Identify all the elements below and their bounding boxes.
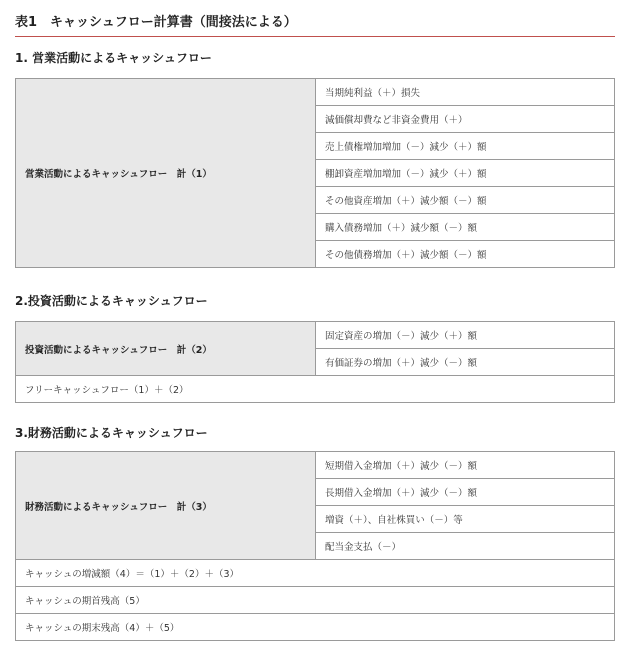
table-cell: 長期借入金増加（＋）減少（－）額 — [316, 479, 615, 506]
cash-opening-balance-row: キャッシュの期首残高（5） — [16, 587, 615, 614]
table-cell: 短期借入金増加（＋）減少（－）額 — [316, 452, 615, 479]
table-cell: 購入債務増加（＋）減少額（－）額 — [316, 214, 615, 241]
table-cell: 増資（＋）、自社株買い（－）等 — [316, 506, 615, 533]
investing-cashflow-table — [15, 321, 615, 403]
table-cell: 売上債権増加増加（－）減少（＋）額 — [316, 133, 615, 160]
table-row — [16, 79, 615, 106]
page-title: 表1 キャッシュフロー計算書（間接法による） — [15, 11, 615, 37]
table-row — [16, 560, 615, 587]
table-cell: 有価証券の増加（＋）減少（－）額 — [316, 349, 615, 376]
table-cell: 当期純利益（＋）損失 — [316, 79, 615, 106]
table-row — [16, 452, 615, 479]
table-cell: 減価償却費など非資金費用（＋） — [316, 106, 615, 133]
section-heading-financing: 3.財務活動によるキャッシュフロー — [15, 426, 208, 440]
operating-total-label: 営業活動によるキャッシュフロー 計（1） — [16, 79, 316, 268]
cash-change-row: キャッシュの増減額（4）＝（1）＋（2）＋（3） — [16, 560, 615, 587]
table-row — [16, 614, 615, 641]
table-cell: その他資産増加（＋）減少額（－）額 — [316, 187, 615, 214]
table-cell: その他債務増加（＋）減少額（－）額 — [316, 241, 615, 268]
table-cell: 固定資産の増加（－）減少（＋）額 — [316, 322, 615, 349]
financing-total-label: 財務活動によるキャッシュフロー 計（3） — [16, 452, 316, 560]
table-row — [16, 322, 615, 349]
operating-cashflow-table — [15, 78, 615, 268]
section-heading-operating: 1. 営業活動によるキャッシュフロー — [15, 51, 212, 65]
free-cashflow-row: フリーキャッシュフロー（1）＋（2） — [16, 376, 615, 403]
table-row — [16, 376, 615, 403]
table-cell: 配当金支払（－） — [316, 533, 615, 560]
table-cell: 棚卸資産増加増加（－）減少（＋）額 — [316, 160, 615, 187]
table-row — [16, 587, 615, 614]
investing-total-label: 投資活動によるキャッシュフロー 計（2） — [16, 322, 316, 376]
cash-closing-balance-row: キャッシュの期末残高（4）＋（5） — [16, 614, 615, 641]
section-heading-investing: 2.投資活動によるキャッシュフロー — [15, 294, 208, 308]
financing-cashflow-table — [15, 451, 615, 641]
